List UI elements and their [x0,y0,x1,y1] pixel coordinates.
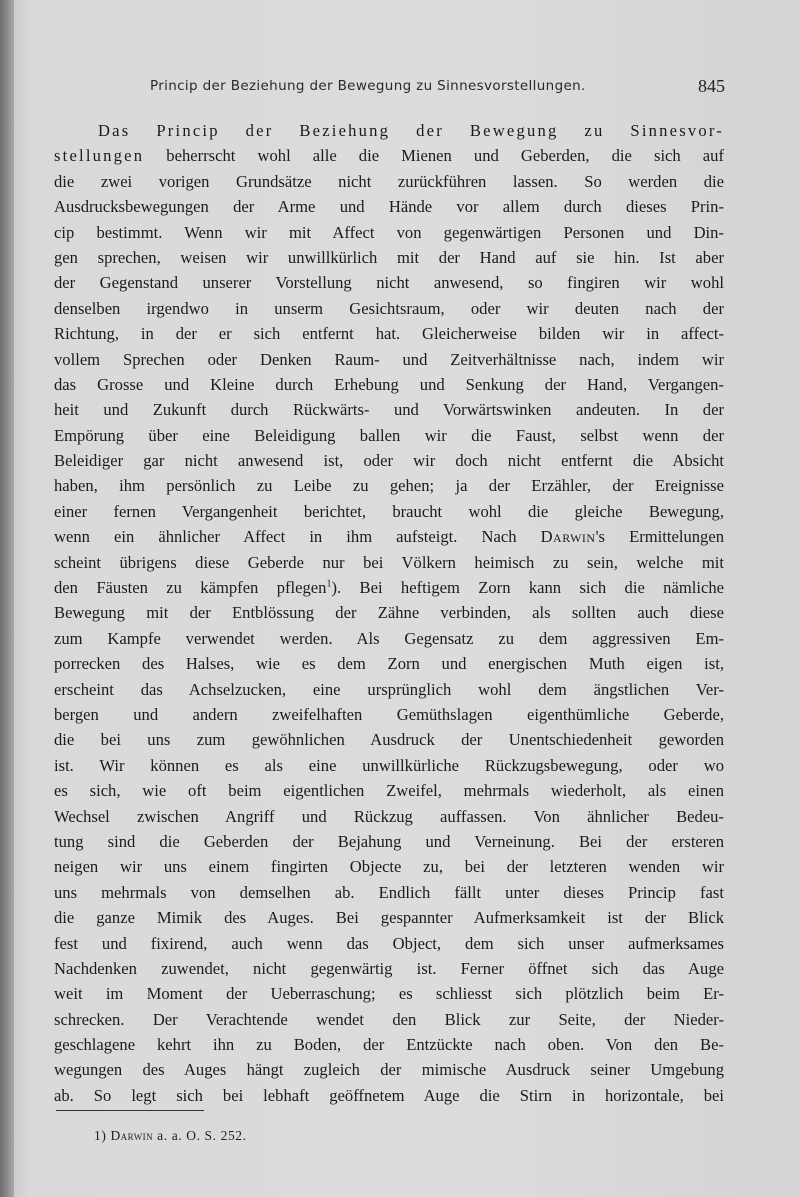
text-line: Beleidiger gar nicht anwesend ist, oder wir doch nicht entfernt die Absicht [54,451,724,471]
text-fragment: ). Bei heftigem Zorn kann sich die nämliche [331,578,724,598]
text-line: die zwei vorigen Grundsätze nicht zurückführen lassen. So werden die [54,171,724,191]
text-fragment: wenn ein ähnlicher Affect in ihm aufsteigt. Nach [54,527,541,547]
text-fragment: 's Ermittelungen [595,527,724,547]
text-fragment: den Fäusten zu kämpfen pflegen [54,578,327,598]
text-line: Bewegung mit der Entblössung der Zähne verbinden, als sollten auch diese [54,603,724,623]
footnote-divider [56,1110,204,1111]
text-line: Nachdenken zuwendet, nicht gegenwärtig ist. Ferner öffnet sich das Auge [54,958,724,978]
text-line: Empörung über eine Beleidigung ballen wir die Faust, selbst wenn der [54,425,724,445]
text-line: heit und Zukunft durch Rückwärts- und Vorwärtswinken andeuten. In der [54,400,724,420]
text-line: Richtung, in der er sich entfernt hat. Gleicherweise bilden wir in affect- [54,324,724,344]
running-head: Princip der Beziehung der Bewegung zu Sinnesvorstellungen. [150,78,586,94]
text-line: gen sprechen, weisen wir unwillkürlich mit der Hand auf sie hin. Ist aber [54,247,724,267]
text-line: haben, ihm persönlich zu Leibe zu gehen; ja der Erzähler, der Ereignisse [54,476,724,496]
text-line [54,575,724,600]
text-line: neigen wir uns einem fingirten Objecte zu, bei der letzteren wenden wir [54,857,724,877]
text-line: cip bestimmt. Wenn wir mit Affect von gegenwärtigen Personen und Din- [54,222,724,242]
book-spine-shadow [0,0,14,1197]
text-line: denselben irgendwo in unserm Gesichtsraum, oder wir deuten nach der [54,298,724,318]
text-line: schrecken. Der Verachtende wendet den Blick zur Seite, der Nieder- [54,1009,724,1029]
text-line: einer fernen Vergangenheit berichtet, braucht wohl die gleiche Bewegung, [54,501,724,521]
footnote-marker: 1) [94,1128,107,1143]
text-line: ist. Wir können es als eine unwillkürliche Rückzugsbewegung, oder wo [54,755,724,775]
text-line: Das Princip der Beziehung der Bewegung zu Sinnesvor- [98,121,724,140]
text-line: bergen und andern zweifelhaften Gemüthslagen eigenthümliche Geberde, [54,704,724,724]
text-line: die bei uns zum gewöhnlichen Ausdruck der Unentschiedenheit geworden [54,730,724,750]
page-number: 845 [698,76,725,96]
text-line: zum Kampfe verwendet werden. Als Gegensatz zu dem aggressiven Em- [54,628,724,648]
spaced-word: stellungen [54,146,145,166]
text-fragment: beherrscht wohl alle die Mienen und Geberden, die sich auf [144,146,724,166]
text-line [54,524,724,549]
page-header [150,76,725,100]
author-name: Darwin [540,527,596,547]
text-line: Ausdrucksbewegungen der Arme und Hände vor allem durch dieses Prin- [54,197,724,217]
text-line: erscheint das Achselzucken, eine ursprünglich wohl dem ängstlichen Ver- [54,679,724,699]
footnote [94,1128,247,1144]
text-line: der Gegenstand unserer Vorstellung nicht anwesend, so fingiren wir wohl [54,273,724,293]
body-paragraph [54,118,724,1108]
text-line: weit im Moment der Ueberraschung; es schliesst sich plötzlich beim Er- [54,984,724,1004]
text-line: uns mehrmals von demselhen ab. Endlich fällt unter dieses Princip fast [54,882,724,902]
text-line: es sich, wie oft beim eigentlichen Zweifel, mehrmals wiederholt, als einen [54,781,724,801]
text-line: Wechsel zwischen Angriff und Rückzug auffassen. Von ähnlicher Bedeu- [54,806,724,826]
footnote-author: Darwin [110,1128,154,1143]
text-line: vollem Sprechen oder Denken Raum- und Zeitverhältnisse nach, indem wir [54,349,724,369]
text-line: ab. So legt sich bei lebhaft geöffnetem Auge die Stirn in horizontale, bei [54,1085,724,1105]
text-line: wegungen des Auges hängt zugleich der mimische Ausdruck seiner Umgebung [54,1060,724,1080]
text-line: tung sind die Geberden der Bejahung und Verneinung. Bei der ersteren [54,831,724,851]
text-line: das Grosse und Kleine durch Erhebung und Senkung der Hand, Vergangen- [54,374,724,394]
text-line: fest und fixirend, auch wenn das Object, dem sich unser aufmerksames [54,933,724,953]
text-line: die ganze Mimik des Auges. Bei gespannter Aufmerksamkeit ist der Blick [54,908,724,928]
text-line [54,143,724,168]
text-line: scheint übrigens diese Geberde nur bei Völkern heimisch zu sein, welche mit [54,552,724,572]
text-line: geschlagene kehrt ihn zu Boden, der Entzückte nach oben. Von den Be- [54,1035,724,1055]
text-line: porrecken des Halses, wie es dem Zorn und energischen Muth eigen ist, [54,654,724,674]
footnote-reference[interactable]: 1 [326,578,332,590]
footnote-text: a. a. O. S. 252. [153,1128,247,1143]
